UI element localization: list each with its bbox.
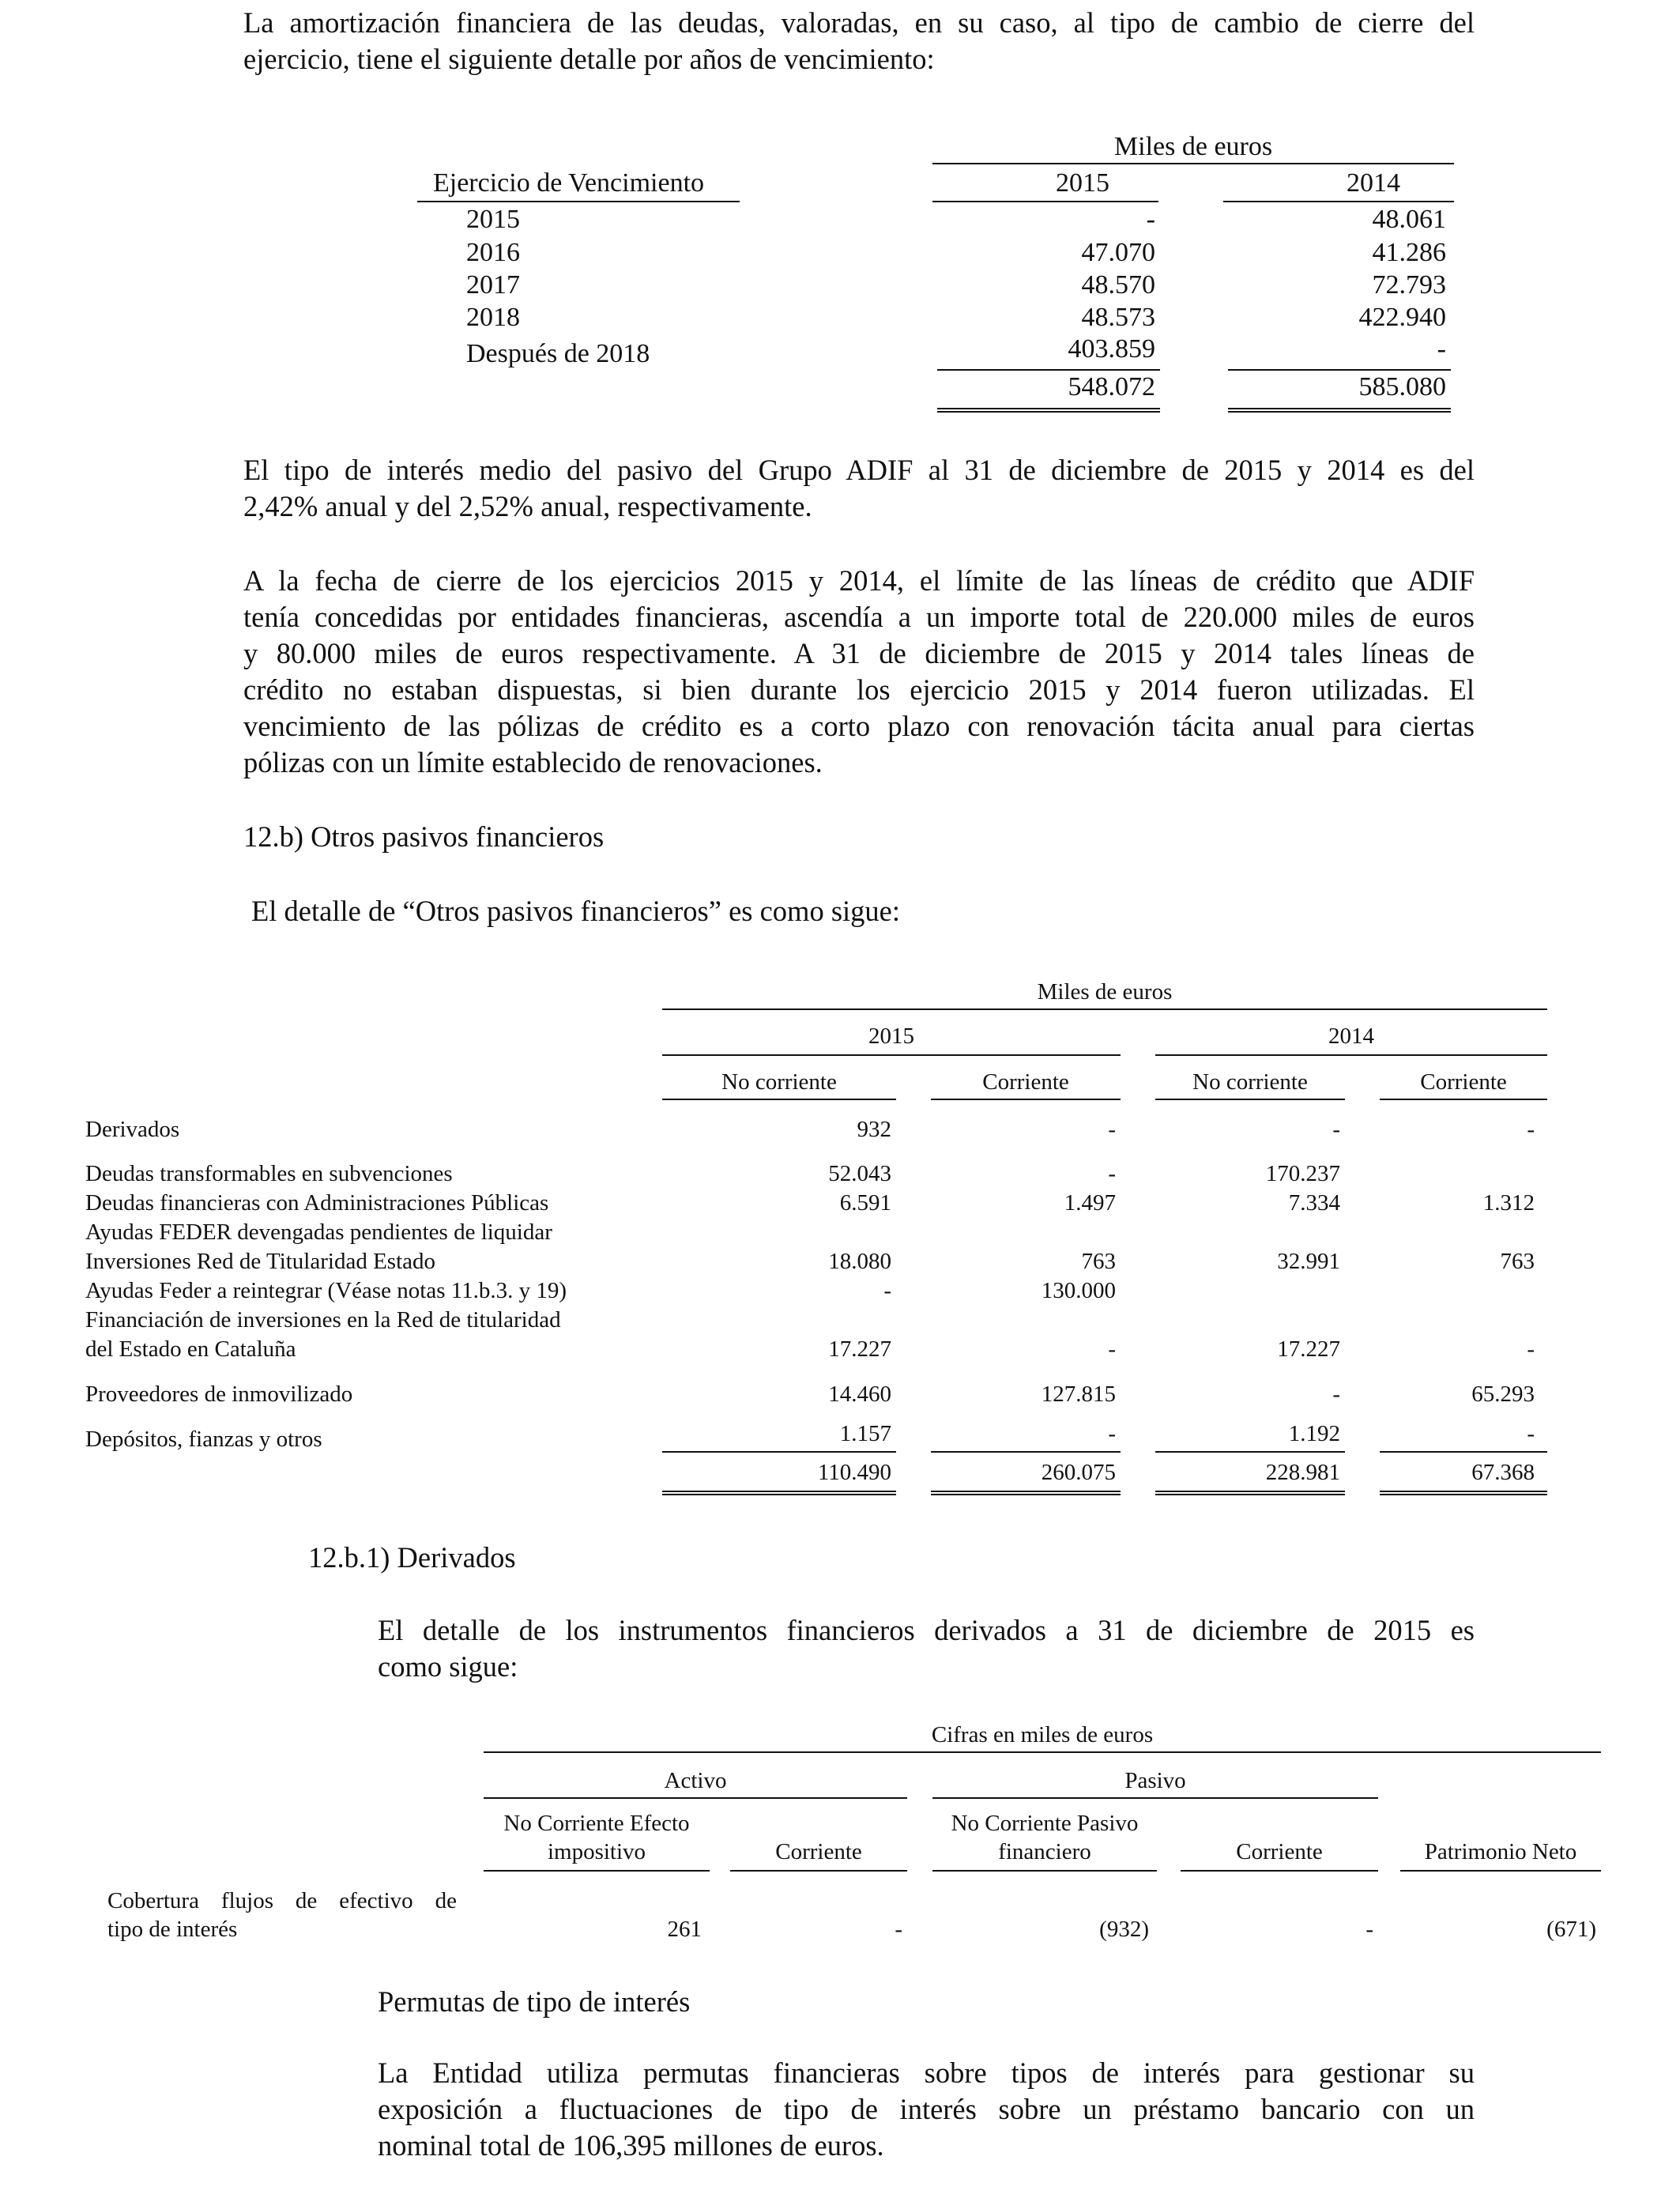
- table1-row-label: 2015: [466, 205, 520, 234]
- table3-col-no-corriente-efecto: No Corriente Efecto: [503, 1811, 690, 1836]
- table3-col-no-corriente-pasivo: financiero: [998, 1839, 1091, 1864]
- table2-value: -: [1108, 1336, 1116, 1362]
- table3-row-label: Cobertura flujos de efectivo de: [107, 1888, 457, 1913]
- table1-total: 548.072: [1068, 372, 1155, 401]
- table2-row-label: del Estado en Cataluña: [85, 1336, 296, 1362]
- table2-value: -: [1108, 1117, 1116, 1142]
- table3-col-no-corriente-efecto: impositivo: [547, 1839, 646, 1864]
- intro-otros-pasivos: El detalle de “Otros pasivos financieros” es como sigue:: [251, 895, 901, 927]
- table2-row-label: Financiación de inversiones en la Red de titularidad: [85, 1307, 561, 1333]
- table3-col-corriente: Corriente: [775, 1839, 862, 1864]
- table2-value: 32.991: [1277, 1249, 1340, 1274]
- table1-value: 403.859: [1068, 334, 1155, 364]
- table2-value: 1.497: [1064, 1190, 1116, 1216]
- table2-value: 14.460: [828, 1382, 891, 1407]
- table2-unit-header: Miles de euros: [1037, 979, 1173, 1005]
- table1-row-label: 2016: [466, 238, 520, 267]
- table1-value: 48.570: [1081, 270, 1155, 300]
- table1-value: 41.286: [1372, 238, 1446, 267]
- table2-row-label: Derivados: [85, 1117, 180, 1142]
- table2-total: 260.075: [1041, 1460, 1116, 1485]
- table2-value: -: [883, 1278, 891, 1303]
- table2-value: -: [1332, 1117, 1340, 1142]
- table1-col-2015: 2015: [1056, 168, 1109, 198]
- table2-row-label: Deudas transformables en subvenciones: [85, 1161, 453, 1186]
- table1-value: 48.573: [1081, 303, 1155, 332]
- table2-year-2015: 2015: [868, 1023, 914, 1049]
- table2-value: 763: [1500, 1249, 1535, 1274]
- table1-row-label: 2017: [466, 270, 520, 300]
- table2-value: -: [1527, 1117, 1535, 1142]
- table1-value: 48.061: [1372, 205, 1446, 234]
- paragraph-permutas: La Entidad utiliza permutas financieras sobre tipos de interés para gestionar su exposición a fluctuaciones de tipo de interés sobre un préstamo bancario con un nominal total de 106,395 millones de euros.: [378, 2056, 1475, 2162]
- paragraph-lineas-credito: A la fecha de cierre de los ejercicios 2015 y 2014, el límite de las líneas de crédito que ADIF tenía concedidas por entidades financieras, ascendía a un importe total de 220.000 miles de euros y 80.000 miles de euros respectivamente. A 31 de diciembre de 2015 y 2014 tales líneas de crédito no estaban dispuestas, si bien durante los ejercicio 2015 y 2014 fueron utilizadas. El vencimiento de las pólizas de crédito es a corto plazo con renovación tácita anual para ciertas pólizas con un límite establecido de renovaciones.: [243, 564, 1475, 778]
- table2-value: 17.227: [828, 1336, 891, 1362]
- table2-total: 110.490: [817, 1460, 891, 1485]
- table2-sub-corriente: Corriente: [982, 1069, 1069, 1095]
- table3-value: (671): [1546, 1917, 1596, 1942]
- table1-row-label: Después de 2018: [466, 339, 650, 368]
- table2-value: 1.312: [1482, 1190, 1535, 1216]
- heading-permutas: Permutas de tipo de interés: [378, 1985, 691, 2018]
- table2-value: -: [1332, 1382, 1340, 1407]
- table2-year-2014: 2014: [1328, 1023, 1374, 1049]
- intro-derivados: El detalle de los instrumentos financieros derivados a 31 de diciembre de 2015 es como sigue:: [378, 1614, 1475, 1683]
- table3-value: -: [1365, 1917, 1373, 1942]
- table2-row-label: Depósitos, fianzas y otros: [85, 1427, 322, 1452]
- table2-total: 228.981: [1265, 1460, 1340, 1485]
- table1-unit-header: Miles de euros: [1113, 132, 1273, 161]
- table3-value: 261: [667, 1917, 702, 1942]
- table2-value: 130.000: [1041, 1278, 1116, 1303]
- table3-col-patrimonio-neto: Patrimonio Neto: [1424, 1839, 1577, 1864]
- table2-total: 67.368: [1471, 1460, 1535, 1485]
- table2-value: -: [1527, 1336, 1535, 1362]
- table3-value: (932): [1099, 1917, 1149, 1942]
- heading-derivados: 12.b.1) Derivados: [308, 1541, 516, 1574]
- table1-row-header: Ejercicio de Vencimiento: [433, 168, 705, 198]
- table2-value: 18.080: [828, 1249, 891, 1274]
- table2-value: 7.334: [1288, 1190, 1340, 1216]
- table1-value: -: [1437, 334, 1446, 364]
- table1-value: -: [1146, 205, 1155, 234]
- table2-row-label: Proveedores de inmovilizado: [85, 1382, 353, 1407]
- table3-col-no-corriente-pasivo: No Corriente Pasivo: [951, 1811, 1139, 1836]
- table2-value: 170.237: [1265, 1161, 1340, 1186]
- table3-group-activo: Activo: [664, 1768, 727, 1793]
- table2-value: 17.227: [1277, 1336, 1340, 1362]
- table1-total: 585.080: [1358, 372, 1446, 401]
- table3-unit-header: Cifras en miles de euros: [931, 1722, 1154, 1747]
- table2-value: 932: [857, 1117, 891, 1142]
- table3-group-pasivo: Pasivo: [1124, 1768, 1186, 1793]
- table2-value: 52.043: [828, 1161, 891, 1186]
- paragraph-amortizacion: La amortización financiera de las deudas, valoradas, en su caso, al tipo de cambio de cierre del ejercicio, tiene el siguiente detalle por años de vencimiento:: [243, 6, 1475, 75]
- table2-value: 127.815: [1041, 1382, 1116, 1407]
- table2-row-label: Deudas financieras con Administraciones Públicas: [85, 1190, 549, 1216]
- table2-value: -: [1108, 1421, 1116, 1446]
- table1-col-2014: 2014: [1347, 168, 1400, 198]
- table2-row-label: Inversiones Red de Titularidad Estado: [85, 1249, 436, 1274]
- table2-row-label: Ayudas FEDER devengadas pendientes de liquidar: [85, 1220, 552, 1245]
- heading-otros-pasivos: 12.b) Otros pasivos financieros: [243, 820, 605, 853]
- table1-value: 47.070: [1081, 238, 1155, 267]
- table1-row-label: 2018: [466, 303, 520, 332]
- table3-value: -: [895, 1917, 902, 1942]
- table2-value: -: [1527, 1421, 1535, 1446]
- table2-value: 6.591: [839, 1190, 891, 1216]
- table1-value: 422.940: [1358, 303, 1446, 332]
- table3-col-corriente: Corriente: [1236, 1839, 1323, 1864]
- table1-value: 72.793: [1372, 270, 1446, 300]
- table2-value: 1.157: [839, 1421, 891, 1446]
- paragraph-tipo-interes: El tipo de interés medio del pasivo del Grupo ADIF al 31 de diciembre de 2015 y 2014 es del 2,42% anual y del 2,52% anual, respectivamente.: [243, 454, 1475, 522]
- table2-value: 65.293: [1471, 1382, 1535, 1407]
- table2-value: 763: [1081, 1249, 1116, 1274]
- table2-value: -: [1108, 1161, 1116, 1186]
- table2-row-label: Ayudas Feder a reintegrar (Véase notas 11.b.3. y 19): [85, 1278, 567, 1303]
- table2-sub-corriente: Corriente: [1420, 1069, 1507, 1095]
- table2-value: 1.192: [1288, 1421, 1340, 1446]
- table2-sub-no-corriente: No corriente: [721, 1069, 837, 1095]
- table3-row-label: tipo de interés: [107, 1917, 238, 1942]
- table2-sub-no-corriente: No corriente: [1192, 1069, 1308, 1095]
